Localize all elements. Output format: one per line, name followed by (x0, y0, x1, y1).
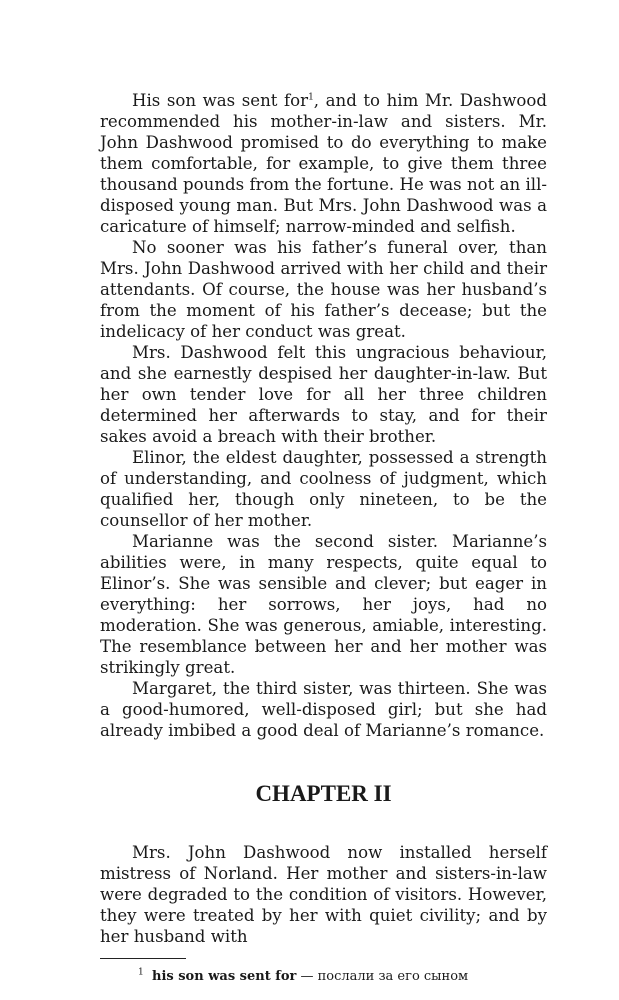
paragraph-1-text-end: , and to him Mr. Dashwood recommended his mother-in-law and sisters. Mr. John Dashwood promised to do everything to make them comfortable, for example, to give them three thousand pounds from the fortune. He was not an ill-disposed young man. But Mrs. John Dashwood was a caricature of himself; narrow-minded and selfish. (100, 91, 547, 236)
paragraph-6: Margaret, the third sister, was thirteen. She was a good-humored, well-disposed girl; but she had already imbibed a good deal of Marianne’s romance. (100, 679, 547, 740)
paragraph-7: Mrs. John Dashwood now installed herself mistress of Norland. Her mother and sisters-in-law were degraded to the condition of visitors. However, they were treated by her with quiet civility; and by her husband with (100, 843, 547, 946)
footnote-term: his son was sent for (152, 969, 297, 984)
footnote-number: 1 (138, 967, 144, 978)
footnote (100, 968, 547, 985)
footnote-reference[interactable]: 1 (308, 92, 314, 103)
paragraph-5: Marianne was the second sister. Marianne’s abilities were, in many respects, quite equal to Elinor’s. She was sensible and clever; but eager in everything: her sorrows, her joys, had no moderation. She was generous, amiable, interesting. The resemblance between her and her mother was strikingly great. (100, 532, 547, 677)
paragraph-2: No sooner was his father’s funeral over, than Mrs. John Dashwood arrived with her child and their attendants. Of course, the house was her husband’s from the moment of his father’s decease; but the indelicacy of her conduct was great. (100, 238, 547, 341)
paragraph-3: Mrs. Dashwood felt this ungracious behaviour, and she earnestly despised her daughter-in-law. But her own tender love for all her three children determined her afterwards to stay, and for their sakes avoid a breach with their brother. (100, 343, 547, 446)
page-body (100, 90, 547, 985)
paragraph-1-text-start: His son was sent for (132, 91, 309, 110)
paragraph-1 (100, 90, 547, 237)
chapter-heading: CHAPTER II (255, 781, 392, 806)
footnote-divider (100, 958, 186, 959)
paragraph-4: Elinor, the eldest daughter, possessed a strength of understanding, and coolness of judgment, which qualified her, though only nineteen, to be the counsellor of her mother. (100, 448, 547, 530)
footnote-translation: послали за его сыном (317, 969, 469, 984)
footnote-dash: — (296, 969, 318, 984)
